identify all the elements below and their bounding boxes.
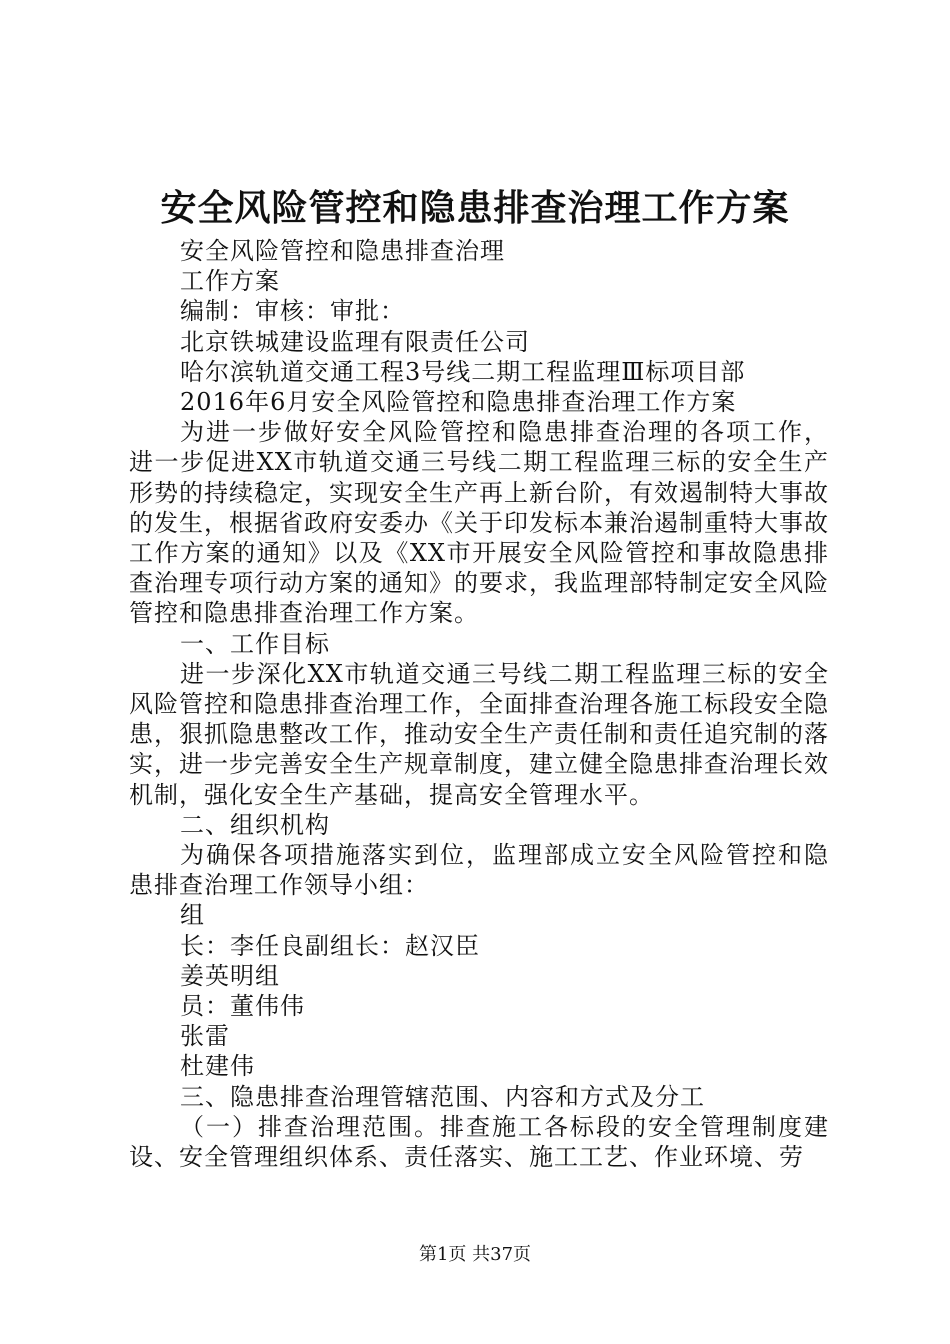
org-member-line: 姜英明组 xyxy=(180,961,280,990)
approval-line: 编制：审核：审批： xyxy=(180,297,405,326)
date-title-line: 2016年6月安全风险管控和隐患排查治理工作方案 xyxy=(180,388,737,417)
goals-paragraph: 进一步深化XX市轨道交通三号线二期工程监理三标的安全风险管控和隐患排查治理工作，全面排查治理各施工标段安全隐患，狠抓隐患整改工作，推动安全生产责任制和责任追究制的落实，进一步完善安全生产规章制度，建立健全隐患排查治理长效机制，强化安全生产基础，提高安全管理水平。 xyxy=(129,659,829,809)
scope-paragraph: （一）排查治理范围。排查施工各标段的安全管理制度建设、安全管理组织体系、责任落实、施工工艺、作业环境、劳 xyxy=(129,1112,829,1172)
organization-paragraph: 为确保各项措施落实到位，监理部成立安全风险管控和隐患排查治理工作领导小组： xyxy=(129,841,829,900)
page-number-footer: 第1页 共37页 xyxy=(418,1244,532,1265)
org-member-line: 员：董伟伟 xyxy=(180,992,305,1021)
subtitle-line-1: 安全风险管控和隐患排查治理 xyxy=(180,237,505,265)
document-body xyxy=(129,236,829,1172)
subtitle-line-2: 工作方案 xyxy=(180,267,280,296)
company-line: 北京铁城建设监理有限责任公司 xyxy=(180,327,530,356)
section-heading-scope: 三、隐患排查治理管辖范围、内容和方式及分工 xyxy=(180,1082,705,1111)
document-title: 安全风险管控和隐患排查治理工作方案 xyxy=(160,187,790,229)
project-dept-line: 哈尔滨轨道交通工程3号线二期工程监理Ⅲ标项目部 xyxy=(180,357,746,386)
org-member-line: 张雷 xyxy=(180,1022,230,1051)
section-heading-goals: 一、工作目标 xyxy=(180,629,330,658)
intro-paragraph: 为进一步做好安全风险管控和隐患排查治理的各项工作，进一步促进XX市轨道交通三号线二期工程监理三标的安全生产形势的持续稳定，实现安全生产再上新台阶，有效遏制特大事故的发生，根据省政府安委办《关于印发标本兼治遏制重特大事故工作方案的通知》以及《XX市开展安全风险管控和事故隐患排查治理专项行动方案的通知》的要求，我监理部特制定安全风险管控和隐患排查治理工作方案。 xyxy=(129,418,829,628)
org-member-line: 组 xyxy=(180,901,205,930)
org-member-line: 长：李任良副组长：赵汉臣 xyxy=(180,931,480,960)
section-heading-organization: 二、组织机构 xyxy=(180,810,330,839)
org-member-line: 杜建伟 xyxy=(180,1052,255,1081)
